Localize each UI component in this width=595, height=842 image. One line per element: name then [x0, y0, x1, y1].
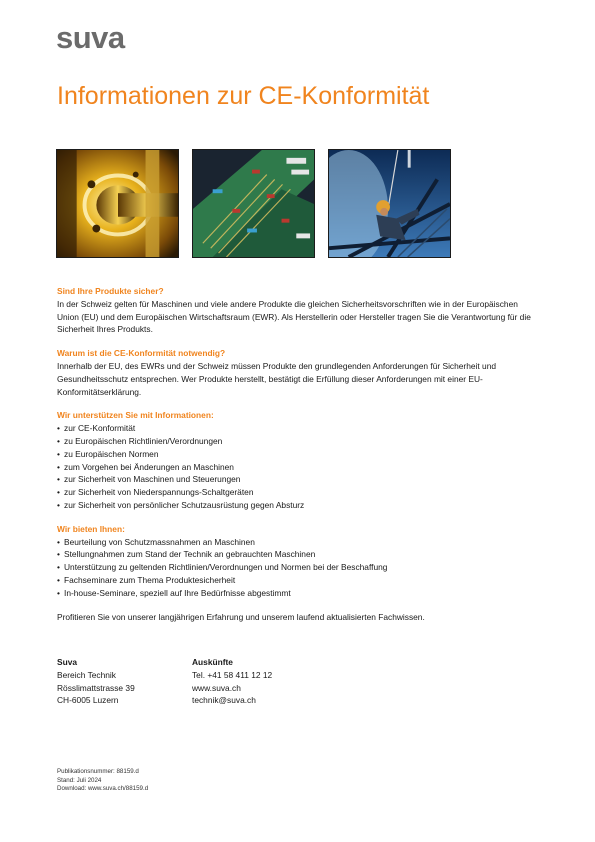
list-item: • zur Sicherheit von Maschinen und Steuerungen: [57, 473, 539, 486]
contact-info-heading: Auskünfte: [192, 657, 233, 667]
contact-line: Bereich Technik: [57, 669, 116, 680]
contact-email[interactable]: technik@suva.ch: [192, 695, 256, 706]
list-item: • Fachseminare zum Thema Produktesicherheit: [57, 574, 539, 587]
publication-footer: [57, 768, 148, 794]
section-information-support: [57, 409, 539, 511]
section-ce-necessity: [57, 347, 539, 398]
contact-line: Rösslimattstrasse 39: [57, 682, 135, 693]
list-item: • zu Europäischen Richtlinien/Verordnungen: [57, 435, 539, 448]
page-title: Informationen zur CE-Konformität: [57, 82, 430, 110]
section-heading: Warum ist die CE-Konformität notwendig?: [57, 348, 226, 359]
list-item: • zur Sicherheit von Niederspannungs-Schaltgeräten: [57, 486, 539, 499]
section-heading: Sind Ihre Produkte sicher?: [57, 286, 164, 296]
worker-on-structure-photo: [328, 149, 451, 258]
list-item: • zur Sicherheit von persönlicher Schutzausrüstung gegen Absturz: [57, 499, 539, 512]
bullet-list: [57, 422, 539, 512]
contact-website[interactable]: www.suva.ch: [192, 682, 241, 693]
contact-phone: Tel. +41 58 411 12 12: [192, 669, 273, 680]
list-item: • Stellungnahmen zum Stand der Technik an gebrauchten Maschinen: [57, 548, 539, 561]
closing-text: Profitieren Sie von unserer langjährigen Erfahrung und unserem laufend aktualisierten Fachwissen.: [57, 611, 425, 622]
publication-date: Stand: Juli 2024: [57, 776, 102, 784]
section-heading: Wir unterstützen Sie mit Informationen:: [57, 410, 214, 421]
suva-logo: suva: [56, 20, 125, 55]
machine-photo: [56, 149, 179, 258]
list-item: • zur CE-Konformität: [57, 422, 539, 435]
main-content: [57, 285, 539, 623]
section-heading: Wir bieten Ihnen:: [57, 523, 125, 534]
list-item: • In-house-Seminare, speziell auf Ihre Bedürfnisse abgestimmt: [57, 587, 539, 600]
list-item: • zu Europäischen Normen: [57, 448, 539, 461]
contact-line: CH-6005 Luzern: [57, 695, 119, 706]
contact-org: Suva: [57, 657, 78, 667]
publication-number: Publikationsnummer: 88159.d: [57, 768, 139, 775]
section-product-safety: [57, 285, 539, 336]
circuit-board-photo: [192, 149, 315, 258]
contact-info: [192, 656, 272, 707]
download-link[interactable]: Download: www.suva.ch/88159.d: [57, 785, 149, 793]
list-item: • Unterstützung zu geltenden Richtlinien/Verordnungen und Normen bei der Beschaffung: [57, 561, 539, 574]
section-text: In der Schweiz gelten für Maschinen und viele andere Produkte die gleichen Sicherheitsvorschriften wie in der Europäischen Union (EU) und dem Europäischen Wirtschaftsraum (EWR). Als Herstellerin oder Hersteller tragen Sie die Verantwortung für die Sicherheit Ihres Produkts.: [57, 298, 531, 335]
bullet-list: [57, 536, 539, 600]
section-offers: [57, 523, 539, 600]
contact-address: [57, 656, 135, 707]
section-text: Innerhalb der EU, des EWRs und der Schweiz müssen Produkte den grundlegenden Anforderungen für Sicherheit und Gesundheitsschutz entsprechen. Wer Produkte herstellt, bestätigt die Erfüllung dieser Anforderungen mit einer EU-Konformitätserklärung.: [57, 360, 497, 397]
list-item: • zum Vorgehen bei Änderungen an Maschinen: [57, 461, 539, 474]
list-item: • Beurteilung von Schutzmassnahmen an Maschinen: [57, 536, 539, 549]
